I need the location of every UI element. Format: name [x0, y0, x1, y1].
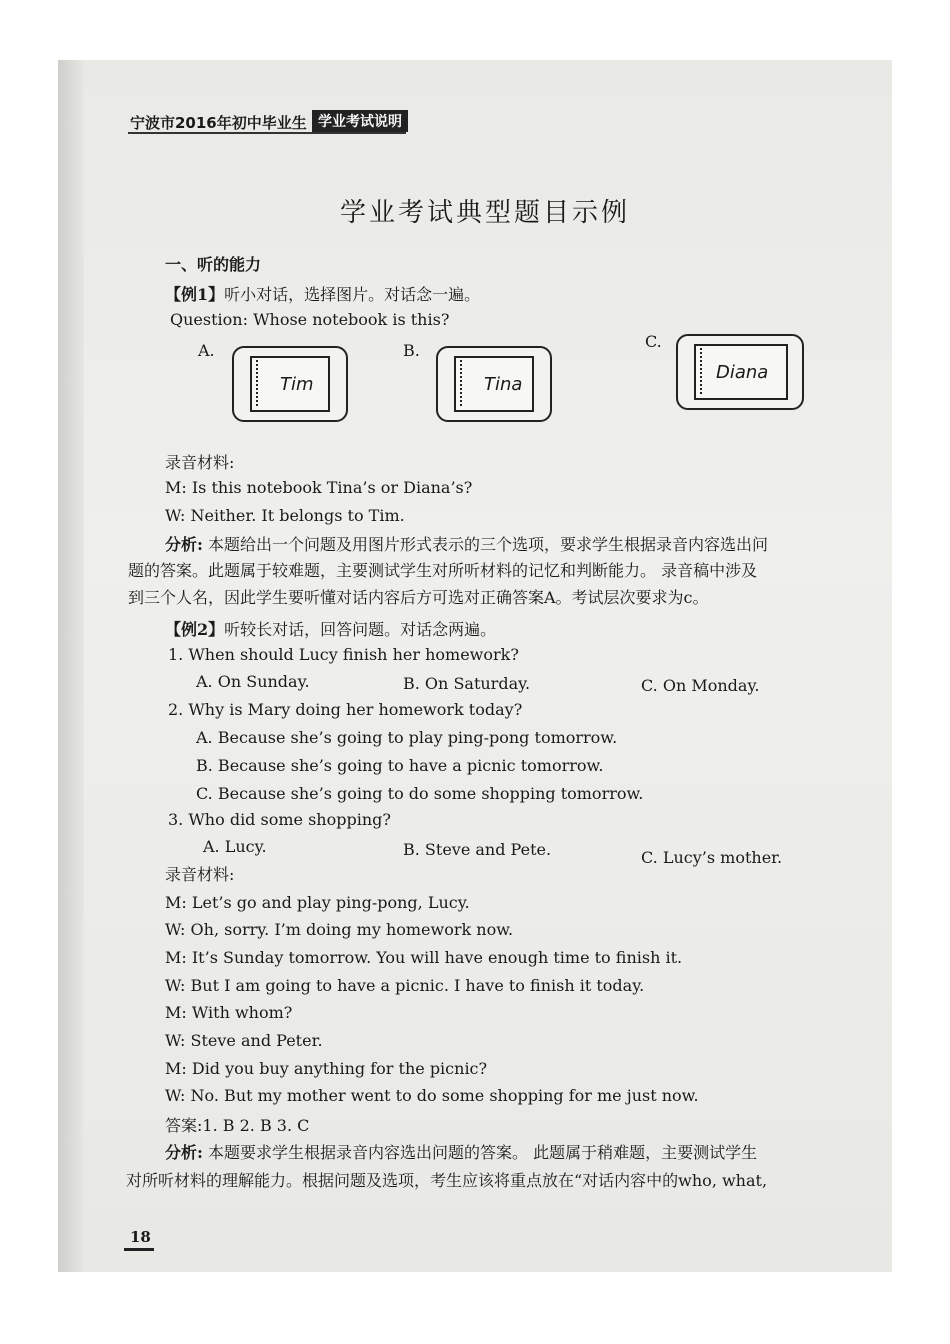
- question-1: 1. When should Lucy finish her homework?: [168, 645, 519, 664]
- q2-option-b: B. Because she’s going to have a picnic tomorrow.: [196, 756, 604, 775]
- q2-option-c: C. Because she’s going to do some shopping tomorrow.: [196, 784, 644, 803]
- header-badge: 学业考试说明: [312, 110, 408, 132]
- q1-option-c: C. On Monday.: [641, 676, 760, 695]
- analysis-line: 到三个人名，因此学生要听懂对话内容后方可选对正确答案A。考试层次要求为c。: [128, 588, 709, 607]
- q2-option-a: A. Because she’s going to play ping-pong tomorrow.: [196, 728, 618, 747]
- page-title: 学业考试典型题目示例: [340, 198, 631, 228]
- transcript-line: M: Let’s go and play ping-pong, Lucy.: [165, 893, 470, 912]
- header-title: 宁波市2016年初中毕业生: [130, 114, 307, 132]
- transcript-line: W: Neither. It belongs to Tim.: [165, 506, 405, 525]
- notebook-icon: [250, 356, 330, 412]
- option-b-notebook-image: [436, 346, 552, 422]
- notebook-icon: [694, 344, 788, 400]
- example1-label: 【例1】: [165, 285, 225, 304]
- page-number-rule: [124, 1248, 154, 1251]
- analysis-label: 分析:: [165, 535, 203, 554]
- analysis-line: 对所听材料的理解能力。根据问题及选项，考生应该将重点放在“对话内容中的who, what,: [126, 1171, 768, 1190]
- answer-line: 答案:1. B 2. B 3. C: [165, 1116, 310, 1135]
- notebook-name-tim: Tim: [280, 374, 314, 395]
- q1-option-b: B. On Saturday.: [403, 674, 531, 693]
- transcript-line: M: Did you buy anything for the picnic?: [165, 1059, 488, 1078]
- analysis-label: 分析:: [165, 1143, 203, 1162]
- transcript-line: W: Steve and Peter.: [165, 1031, 323, 1050]
- option-a-letter: A.: [198, 341, 215, 360]
- example1-instruction: 听小对话，选择图片。对话念一遍。: [224, 285, 481, 304]
- transcript-line: W: But I am going to have a picnic. I have to finish it today.: [165, 976, 645, 995]
- example2-instruction: 听较长对话，回答问题。对话念两遍。: [224, 620, 497, 639]
- q1-option-a: A. On Sunday.: [196, 672, 310, 691]
- transcript-line: W: No. But my mother went to do some shopping for me just now.: [165, 1086, 699, 1105]
- transcript-label: 录音材料:: [165, 453, 235, 472]
- transcript-line: M: With whom?: [165, 1003, 293, 1022]
- option-c-letter: C.: [645, 332, 662, 351]
- page-number: 18: [130, 1228, 151, 1246]
- example2-label: 【例2】: [165, 620, 225, 639]
- transcript-line: M: Is this notebook Tina’s or Diana’s?: [165, 478, 473, 497]
- question-2: 2. Why is Mary doing her homework today?: [168, 700, 523, 719]
- question-3: 3. Who did some shopping?: [168, 810, 391, 829]
- notebook-name-tina: Tina: [484, 374, 523, 395]
- transcript-label: 录音材料:: [165, 865, 235, 884]
- notebook-name-diana: Diana: [716, 362, 769, 383]
- notebook-icon: [454, 356, 534, 412]
- analysis-line: 分析: 本题要求学生根据录音内容选出问题的答案。 此题属于稍难题，主要测试学生: [165, 1143, 758, 1162]
- book-spine-shadow: [58, 60, 84, 1272]
- option-a-notebook-image: [232, 346, 348, 422]
- example2-heading: [165, 617, 496, 640]
- analysis-line: 题的答案。此题属于较难题，主要测试学生对所听材料的记忆和判断能力。 录音稿中涉及: [128, 561, 758, 580]
- example1-heading: [165, 282, 480, 305]
- transcript-line: M: It’s Sunday tomorrow. You will have enough time to finish it.: [165, 948, 683, 967]
- section-heading: 一、听的能力: [165, 255, 262, 274]
- example1-question: Question: Whose notebook is this?: [170, 310, 450, 329]
- option-c-notebook-image: [676, 334, 804, 410]
- transcript-line: W: Oh, sorry. I’m doing my homework now.: [165, 920, 514, 939]
- q3-option-b: B. Steve and Pete.: [403, 840, 552, 859]
- q3-option-a: A. Lucy.: [203, 837, 267, 856]
- option-b-letter: B.: [403, 341, 420, 360]
- q3-option-c: C. Lucy’s mother.: [641, 848, 783, 867]
- analysis-line: 分析: 本题给出一个问题及用图片形式表示的三个选项，要求学生根据录音内容选出问: [165, 535, 769, 554]
- header-rule: [128, 132, 406, 134]
